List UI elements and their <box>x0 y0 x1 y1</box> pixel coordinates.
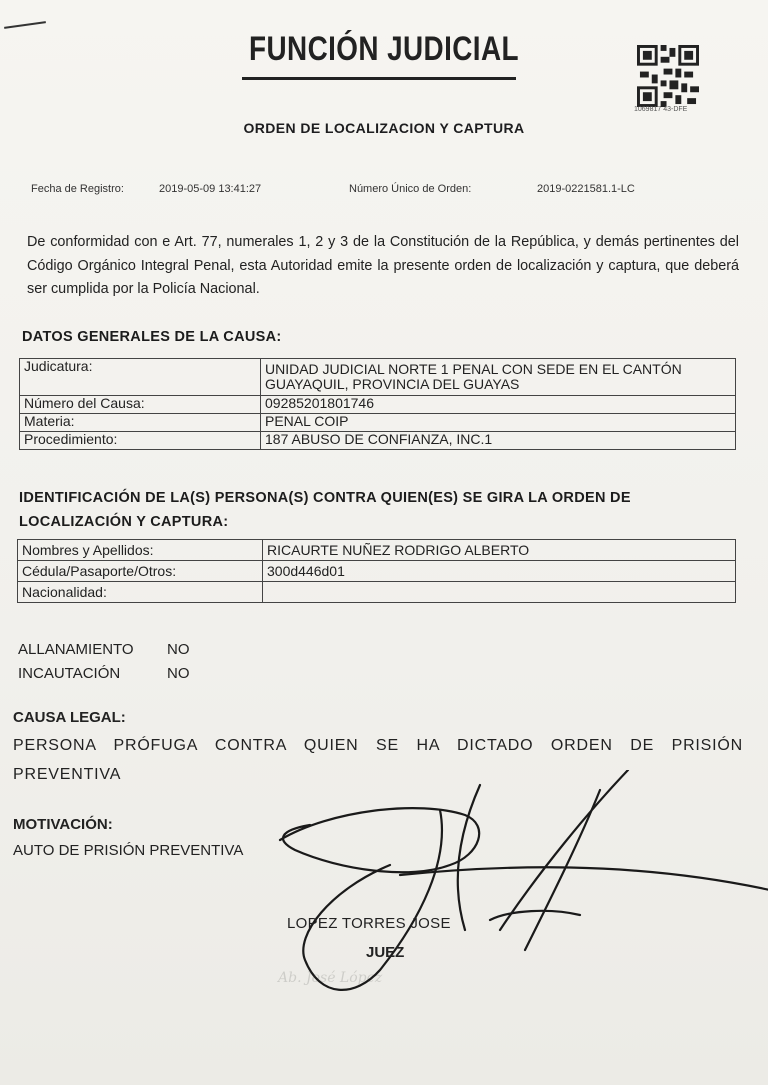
materia-label: Materia: <box>20 414 261 432</box>
numero-causa-value: 09285201801746 <box>261 396 736 414</box>
intro-paragraph: De conformidad con e Art. 77, numerales 1, 2 y 3 de la Constitución de la República, y demás pertinentes del Código Orgánico Integral Penal, esta Autoridad emite la presente orden de localización y captura, que deberá ser cumplida por la Policía Nacional. <box>27 234 739 297</box>
table-row <box>18 540 736 561</box>
numero-causa-label: Número del Causa: <box>20 396 261 414</box>
causa-legal-heading: CAUSA LEGAL: <box>13 709 126 726</box>
judicatura-label: Judicatura: <box>20 359 261 396</box>
handwritten-signature <box>250 770 768 1000</box>
title-underline <box>242 77 516 80</box>
qr-code-text: 1069817 43-DFE <box>634 106 688 113</box>
faded-stamp <box>278 970 478 1040</box>
datos-causa-table <box>19 358 736 450</box>
numero-value: 2019-0221581.1-LC <box>537 183 635 195</box>
allanamiento-label: ALLANAMIENTO <box>18 641 134 658</box>
procedimiento-label: Procedimiento: <box>20 432 261 450</box>
table-row <box>20 396 736 414</box>
document-title: ORDEN DE LOCALIZACION Y CAPTURA <box>243 120 525 136</box>
table-row <box>20 414 736 432</box>
identificacion-heading: IDENTIFICACIÓN DE LA(S) PERSONA(S) CONTRA QUIEN(ES) SE GIRA LA ORDEN DE LOCALIZACIÓN Y CAPTURA: <box>19 490 631 530</box>
nacionalidad-value <box>263 582 736 603</box>
fecha-label: Fecha de Registro: <box>31 183 124 195</box>
nacionalidad-label: Nacionalidad: <box>18 582 263 603</box>
stamp-text: Ab. José López <box>278 970 383 986</box>
pen-mark <box>4 21 46 29</box>
allanamiento-value: NO <box>167 641 190 658</box>
causa-legal-text: PERSONA PRÓFUGA CONTRA QUIEN SE HA DICTADO ORDEN DE PRISIÓN PREVENTIVA <box>13 737 743 783</box>
materia-value: PENAL COIP <box>261 414 736 432</box>
nombres-value: RICAURTE NUÑEZ RODRIGO ALBERTO <box>263 540 736 561</box>
identificacion-table <box>17 539 736 603</box>
signatory-role: JUEZ <box>366 944 405 961</box>
fecha-value: 2019-05-09 13:41:27 <box>159 183 262 195</box>
signatory-name: LOPEZ TORRES JOSE <box>287 915 451 932</box>
datos-causa-heading: DATOS GENERALES DE LA CAUSA: <box>22 329 282 345</box>
nombres-label: Nombres y Apellidos: <box>18 540 263 561</box>
cedula-label: Cédula/Pasaporte/Otros: <box>18 561 263 582</box>
motivacion-heading: MOTIVACIÓN: <box>13 816 113 833</box>
judicatura-value: UNIDAD JUDICIAL NORTE 1 PENAL CON SEDE EN EL CANTÓN GUAYAQUIL, PROVINCIA DEL GUAYAS <box>261 359 736 396</box>
institution-title: FUNCIÓN JUDICIAL <box>249 30 519 68</box>
table-row <box>18 561 736 582</box>
incautacion-value: NO <box>167 665 190 682</box>
numero-label: Número Único de Orden: <box>349 183 472 195</box>
table-row <box>18 582 736 603</box>
procedimiento-value: 187 ABUSO DE CONFIANZA, INC.1 <box>261 432 736 450</box>
incautacion-label: INCAUTACIÓN <box>18 665 121 682</box>
qr-code-icon <box>637 45 699 107</box>
cedula-value: 300d446d01 <box>263 561 736 582</box>
motivacion-text: AUTO DE PRISIÓN PREVENTIVA <box>13 842 244 859</box>
table-row <box>20 359 736 396</box>
table-row <box>20 432 736 450</box>
